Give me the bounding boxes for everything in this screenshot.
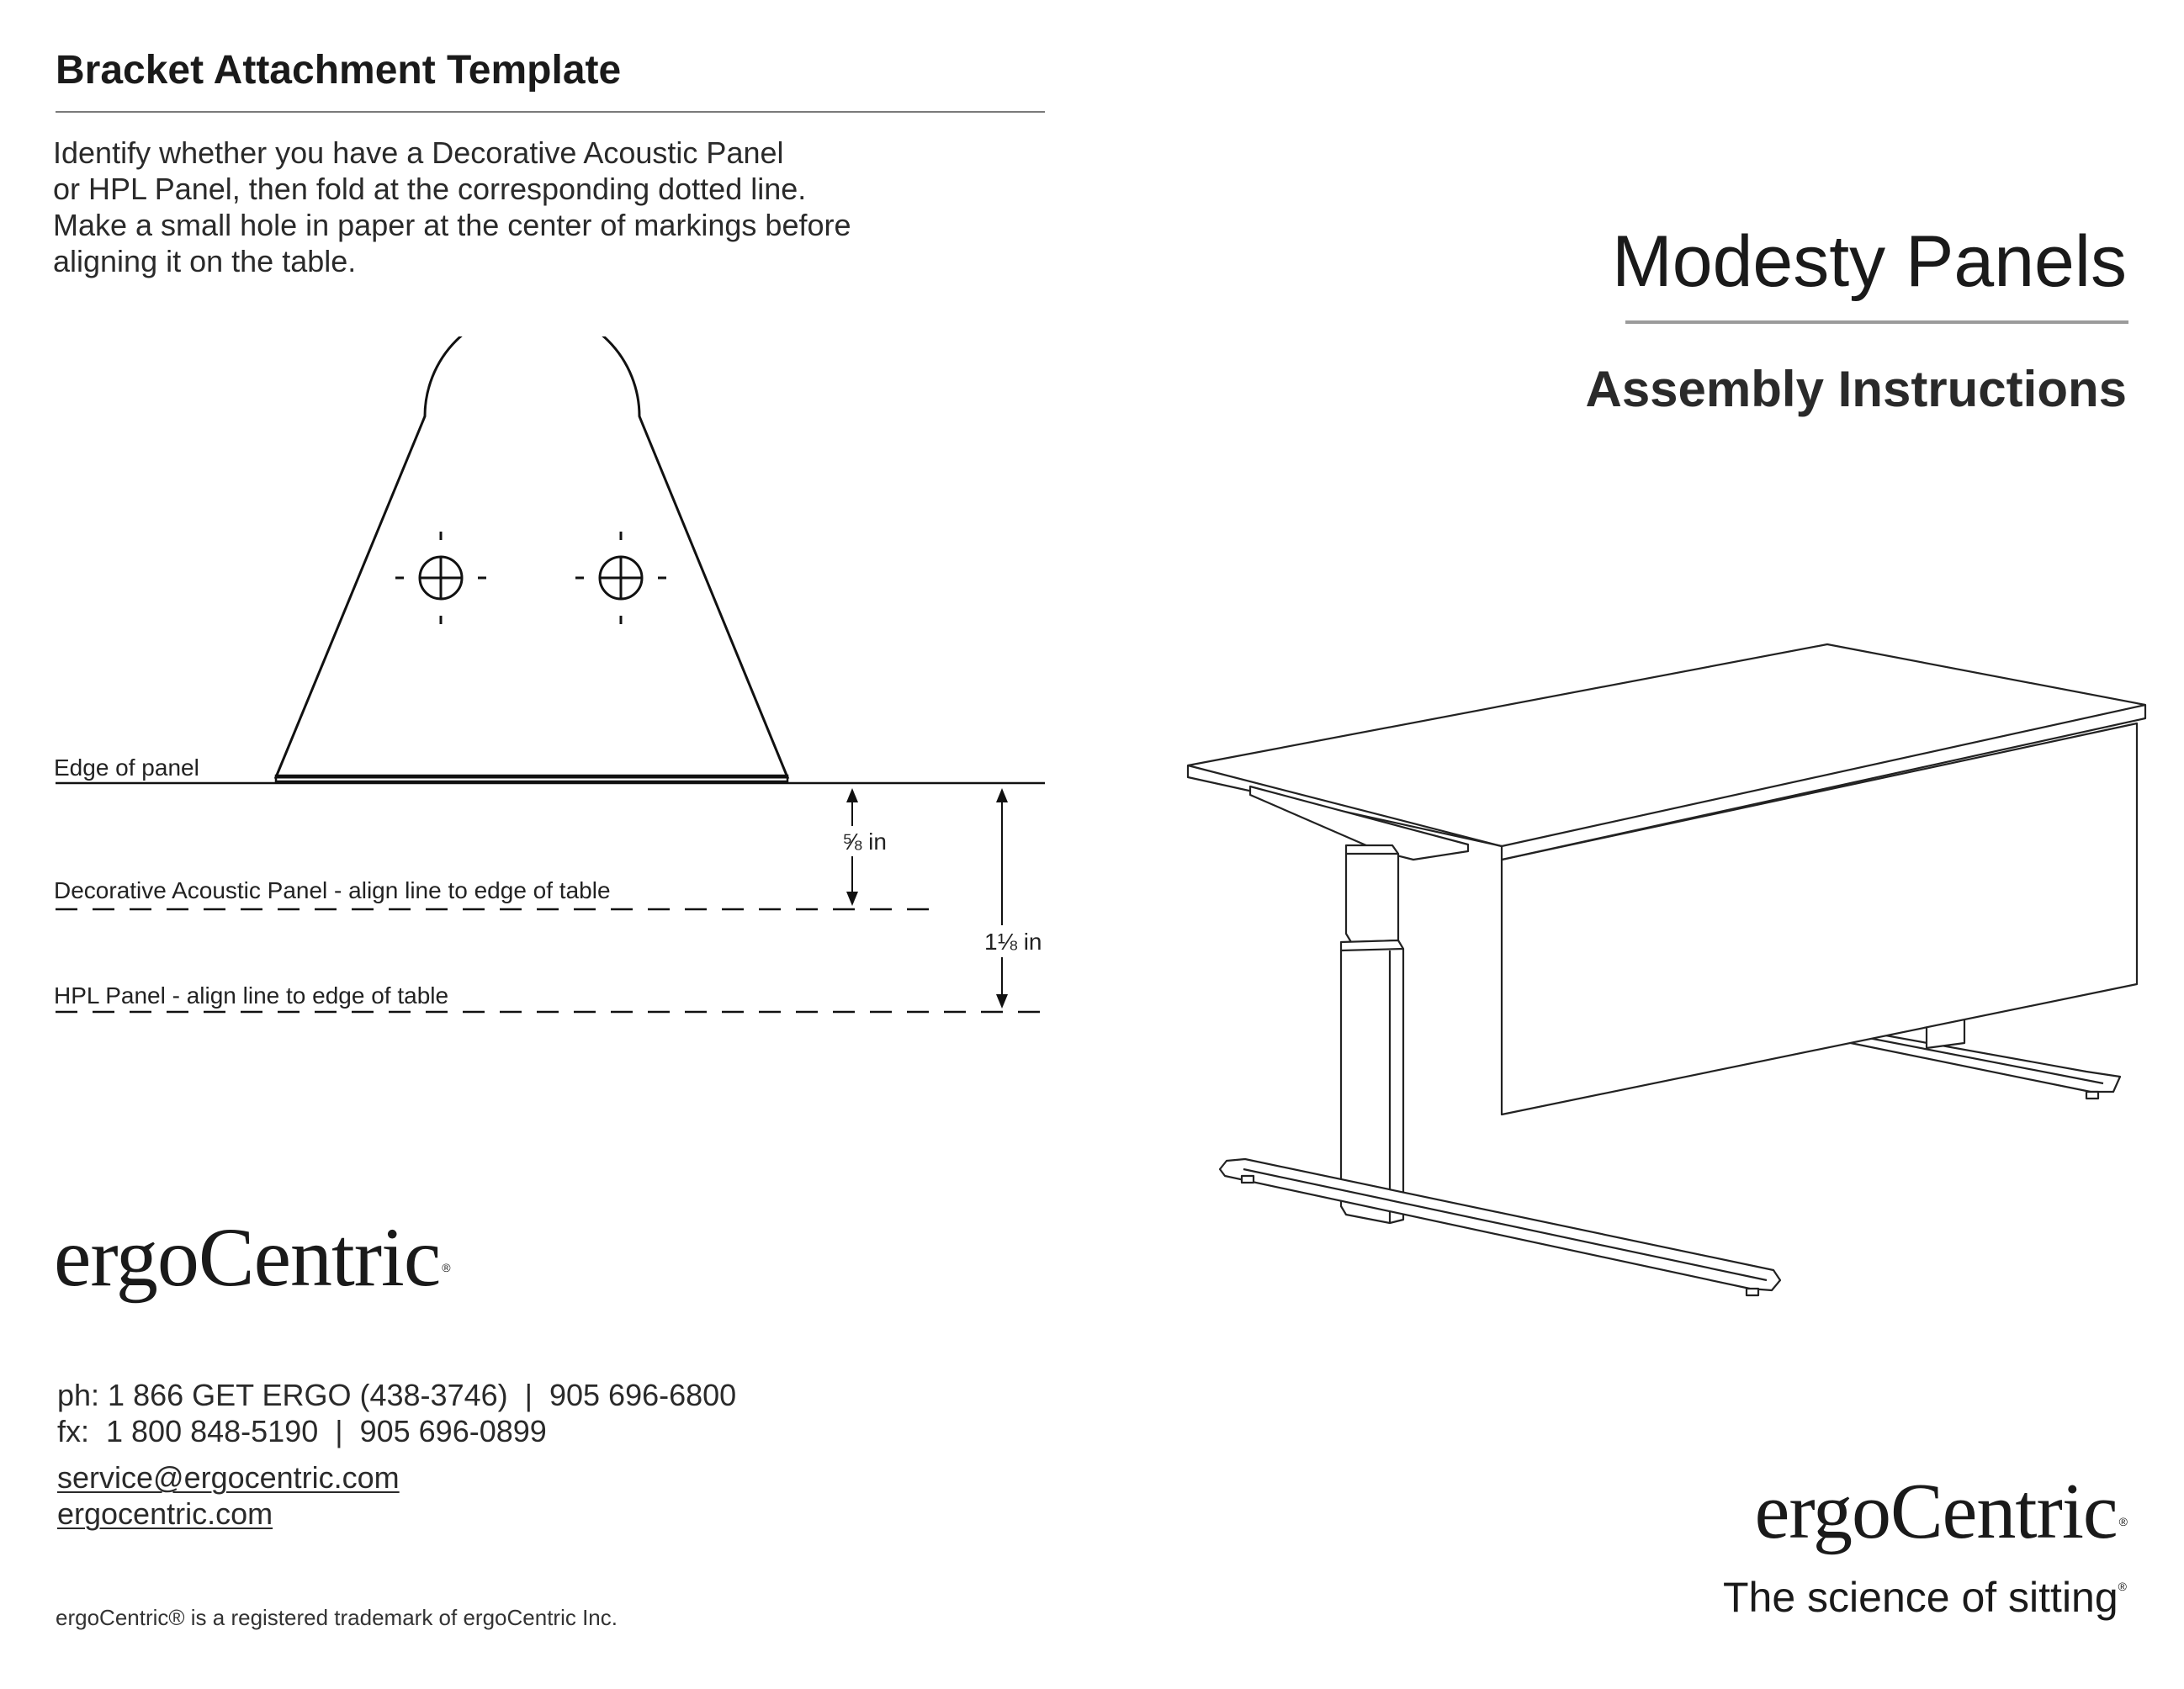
contact-block xyxy=(57,1377,736,1449)
dimension-small xyxy=(842,788,887,906)
brand-tagline xyxy=(1723,1573,2127,1622)
instruction-line: aligning it on the table. xyxy=(53,244,357,278)
contact-links xyxy=(57,1459,400,1532)
cover-title: Modesty Panels xyxy=(1612,221,2127,302)
website-link[interactable]: ergocentric.com xyxy=(57,1496,273,1531)
fax-line: fx: 1 800 848-5190 | 905 696-0899 xyxy=(57,1414,547,1448)
instruction-line: Make a small hole in paper at the center of markings before xyxy=(53,208,851,242)
registered-mark: ® xyxy=(442,1261,450,1274)
title-divider xyxy=(56,111,1045,113)
instruction-line: or HPL Panel, then fold at the corresponding dotted line. xyxy=(53,172,807,206)
registered-mark: ® xyxy=(2118,1515,2127,1528)
email-link[interactable]: service@ergocentric.com xyxy=(57,1460,400,1495)
logo-wordmark: ergoCentric xyxy=(54,1210,441,1304)
ergocentric-logo-right xyxy=(1755,1469,2127,1554)
ergocentric-logo-left xyxy=(54,1211,450,1304)
hpl-panel-label: HPL Panel - align line to edge of table xyxy=(54,982,449,1009)
cover-divider xyxy=(1625,320,2128,324)
template-title: Bracket Attachment Template xyxy=(56,48,622,93)
bracket-template-diagram xyxy=(0,336,1094,1026)
right-hole-marker xyxy=(575,532,666,624)
edge-of-panel-label: Edge of panel xyxy=(54,754,199,781)
instruction-line: Identify whether you have a Decorative Acoustic Panel xyxy=(53,135,784,170)
left-hole-marker xyxy=(395,532,486,624)
logo-wordmark: ergoCentric xyxy=(1754,1468,2118,1555)
dimension-large xyxy=(984,788,1042,1009)
dimension-large-label: 1⅛ in xyxy=(984,929,1042,955)
cover-subtitle: Assembly Instructions xyxy=(1585,361,2127,417)
bracket-outline xyxy=(276,336,787,777)
trademark-notice: ergoCentric® is a registered trademark of ergoCentric Inc. xyxy=(56,1605,618,1630)
tagline-text: The science of sitting xyxy=(1722,1574,2118,1621)
decorative-panel-label: Decorative Acoustic Panel - align line to edge of table xyxy=(54,877,611,903)
phone-line: ph: 1 866 GET ERGO (438-3746) | 905 696-6800 xyxy=(57,1378,737,1412)
instructions-paragraph xyxy=(53,135,978,279)
dimension-small-label: ⅝ in xyxy=(842,829,887,855)
desk-with-modesty-panel-illustration xyxy=(1178,631,2171,1329)
registered-mark: ® xyxy=(2118,1580,2127,1593)
